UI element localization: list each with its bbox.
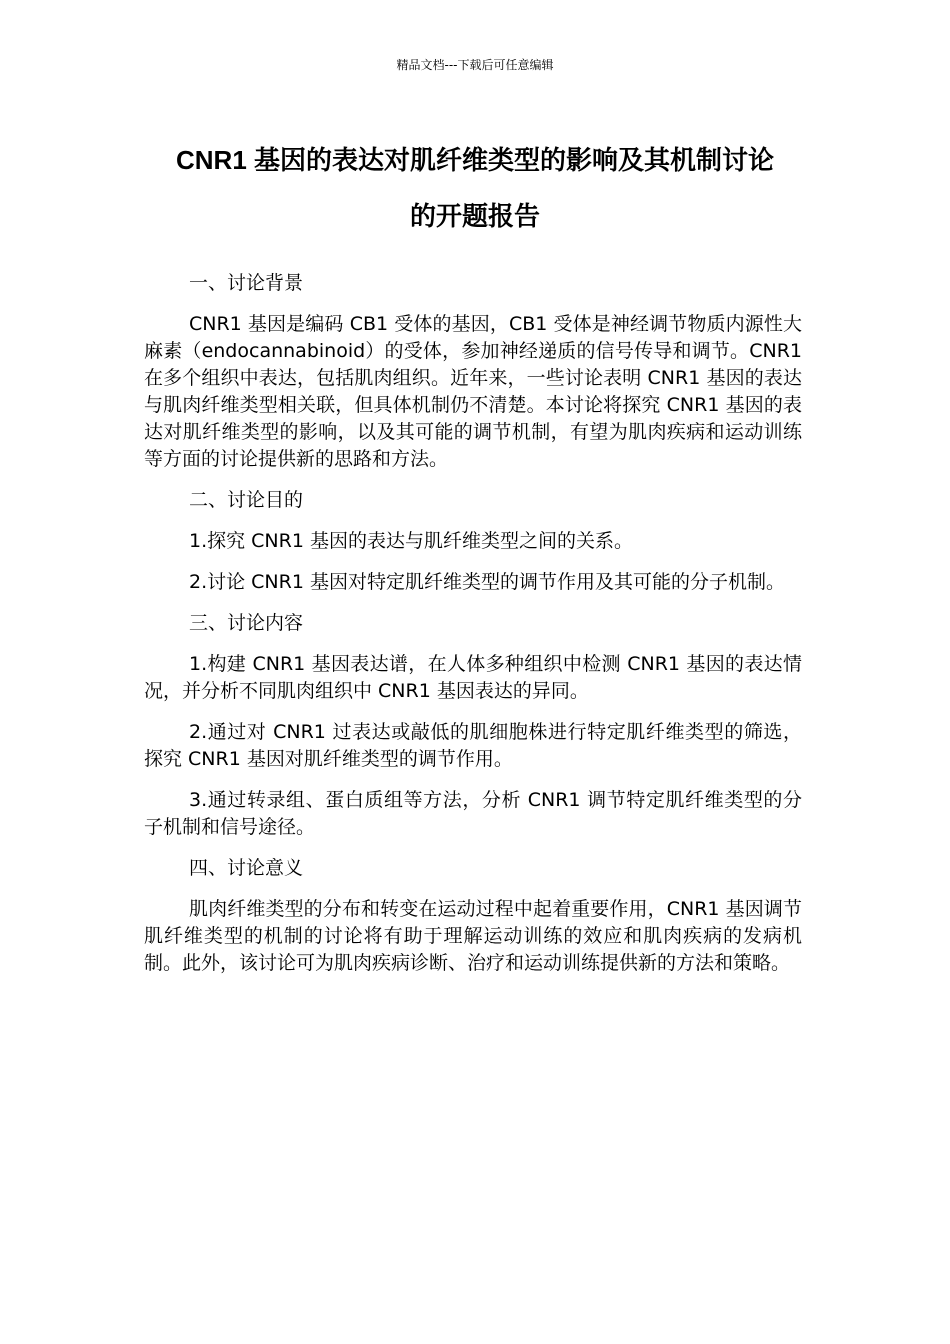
section-heading-content: 三、讨论内容 — [189, 612, 304, 634]
purpose-item-2: 2.讨论 CNR1 基因对特定肌纤维类型的调节作用及其可能的分子机制。 — [189, 571, 785, 593]
significance-paragraph: 肌肉纤维类型的分布和转变在运动过程中起着重要作用，CNR1 基因调节肌纤维类型的机制的讨论将有助于理解运动训练的效应和肌肉疾病的发病机制。此外，该讨论可为肌肉疾病诊断、治疗和运动训练提供新的方法和策略。 — [144, 898, 802, 974]
document-body — [144, 270, 802, 991]
section-heading-significance: 四、讨论意义 — [189, 857, 304, 879]
title-line-1: CNR1 基因的表达对肌纤维类型的影响及其机制讨论 — [175, 145, 774, 175]
section-heading-purpose: 二、讨论目的 — [189, 489, 304, 511]
title-line-2: 的开题报告 — [409, 201, 540, 231]
content-item-2: 2.通过对 CNR1 过表达或敲低的肌细胞株进行特定肌纤维类型的筛选，探究 CNR1 基因对肌纤维类型的调节作用。 — [144, 721, 802, 770]
page-header: 精品文档---下载后可任意编辑 — [396, 58, 554, 72]
content-item-1: 1.构建 CNR1 基因表达谱，在人体多种组织中检测 CNR1 基因的表达情况，并分析不同肌肉组织中 CNR1 基因表达的异同。 — [144, 653, 802, 702]
content-item-3: 3.通过转录组、蛋白质组等方法，分析 CNR1 调节特定肌纤维类型的分子机制和信号途径。 — [144, 789, 802, 838]
document-title — [140, 132, 810, 244]
section-heading-background: 一、讨论背景 — [189, 272, 304, 294]
background-paragraph: CNR1 基因是编码 CB1 受体的基因，CB1 受体是神经调节物质内源性大麻素（endocannabinoid）的受体，参加神经递质的信号传导和调节。CNR1 在多个组织中表达，包括肌肉组织。近年来，一些讨论表明 CNR1 基因的表达与肌肉纤维类型相关联，但具体机制仍不清楚。本讨论将探究 CNR1 基因的表达对肌纤维类型的影响，以及其可能的调节机制，有望为肌肉疾病和运动训练等方面的讨论提供新的思路和方法。 — [144, 313, 802, 470]
purpose-item-1: 1.探究 CNR1 基因的表达与肌纤维类型之间的关系。 — [189, 530, 633, 552]
